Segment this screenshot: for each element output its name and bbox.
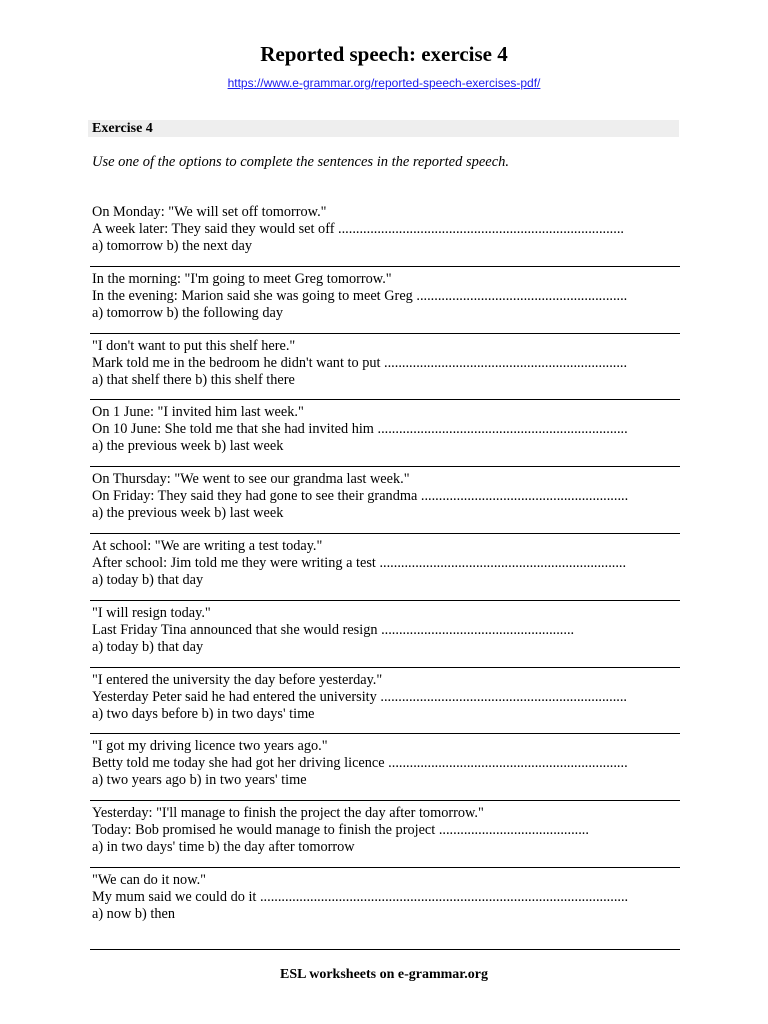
reported-sentence: On Friday: They said they had gone to see their grandma .......................................................... <box>92 488 629 505</box>
exercise-item <box>90 467 680 534</box>
reported-sentence: Yesterday Peter said he had entered the university ..................................................................... <box>92 688 627 705</box>
exercise-item <box>90 668 680 735</box>
direct-speech: "I will resign today." <box>92 604 211 621</box>
reported-sentence: Betty told me today she had got her driving licence ................................................................... <box>92 755 628 772</box>
reported-sentence: Last Friday Tina announced that she would resign ...................................................... <box>92 621 575 638</box>
exercise-item <box>90 601 680 668</box>
exercise-item <box>90 534 680 601</box>
direct-speech: At school: "We are writing a test today." <box>92 537 323 554</box>
page-title: Reported speech: exercise 4 <box>260 42 508 66</box>
reported-sentence: After school: Jim told me they were writing a test ..................................................................... <box>92 554 627 571</box>
exercise-header <box>88 120 679 137</box>
answer-options: a) the previous week b) last week <box>92 505 284 522</box>
answer-options: a) in two days' time b) the day after tomorrow <box>92 839 355 856</box>
source-link[interactable]: https://www.e-grammar.org/reported-speech-exercises-pdf/ <box>227 76 541 90</box>
answer-options: a) now b) then <box>92 905 175 922</box>
direct-speech: "I got my driving licence two years ago." <box>92 738 328 755</box>
direct-speech: On Thursday: "We went to see our grandma last week." <box>92 471 410 488</box>
answer-options: a) today b) that day <box>92 571 204 588</box>
answer-options: a) two years ago b) in two years' time <box>92 772 307 789</box>
answer-options: a) two days before b) in two days' time <box>92 705 315 722</box>
exercise-item <box>90 334 680 401</box>
reported-sentence: Mark told me in the bedroom he didn't want to put .................................................................... <box>92 354 628 371</box>
reported-sentence: A week later: They said they would set off ................................................................................ <box>92 221 624 237</box>
reported-sentence: My mum said we could do it ....................................................................................................... <box>92 888 629 905</box>
direct-speech: Yesterday: "I'll manage to finish the project the day after tomorrow." <box>92 805 484 822</box>
exercise-item <box>90 267 680 334</box>
direct-speech: On Monday: "We will set off tomorrow." <box>92 204 327 220</box>
reported-sentence: On 10 June: She told me that she had invited him ...................................................................... <box>92 421 628 438</box>
direct-speech: "I don't want to put this shelf here." <box>92 337 296 354</box>
exercise-label: Exercise 4 <box>92 121 153 136</box>
exercise-item <box>90 868 680 950</box>
answer-options: a) tomorrow b) the next day <box>92 238 252 254</box>
exercise-item <box>90 734 680 801</box>
exercise-item <box>90 801 680 868</box>
reported-sentence: Today: Bob promised he would manage to finish the project .......................................... <box>92 822 589 839</box>
exercise-item <box>90 400 680 467</box>
exercise-items <box>90 200 680 950</box>
direct-speech: "I entered the university the day before yesterday." <box>92 671 383 688</box>
direct-speech: On 1 June: "I invited him last week." <box>92 404 304 421</box>
answer-options: a) today b) that day <box>92 638 204 655</box>
exercise-instruction: Use one of the options to complete the sentences in the reported speech. <box>92 154 510 170</box>
direct-speech: In the morning: "I'm going to meet Greg tomorrow." <box>92 270 392 287</box>
answer-options: a) that shelf there b) this shelf there <box>92 371 295 388</box>
exercise-item <box>90 200 680 267</box>
reported-sentence: In the evening: Marion said she was going to meet Greg ........................................................... <box>92 287 628 304</box>
answer-options: a) the previous week b) last week <box>92 438 284 455</box>
page-footer: ESL worksheets on e-grammar.org <box>280 967 488 982</box>
direct-speech: "We can do it now." <box>92 871 207 888</box>
answer-options: a) tomorrow b) the following day <box>92 304 283 321</box>
